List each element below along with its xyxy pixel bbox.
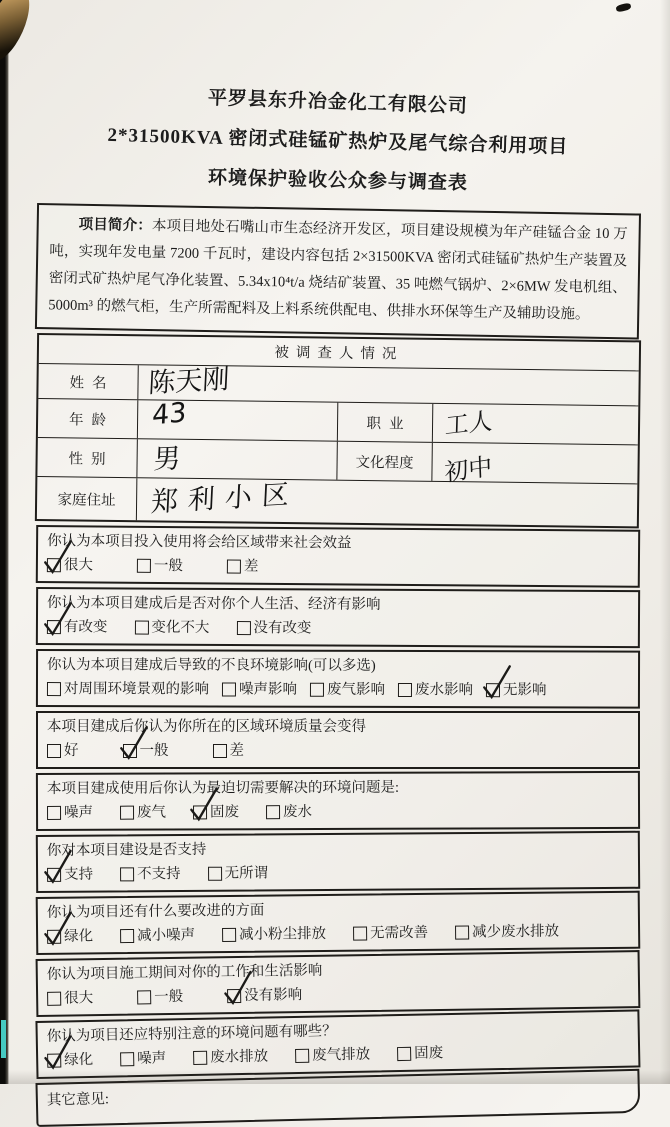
question-options [47, 678, 629, 702]
option-减少废水排放 [455, 921, 559, 944]
question-block-8 [36, 950, 641, 1017]
option-label: 一般 [139, 743, 169, 759]
checkbox-icon [455, 925, 469, 939]
form-title: 环境保护验收公众参与调查表 [207, 167, 469, 195]
project-intro-text: 项目简介：本项目地处石嘴山市生态经济开发区，项目建设规模为年产硅锰合金 10 万吨，实现年发电量 7200 千瓦时，建设内容包括 2×31500KVA 密闭式硅锰矿热炉生产装置及密闭式矿热炉尾气净化装置、5.34x10⁴t/a 烧结矿装置、35 吨燃气锅炉、2×6MW 发电机组、5000m³ 的燃气柜，生产所需配料及上料系统供配电、供排水环保等生产及辅助设施。 [48, 216, 628, 323]
option-减小噪声 [120, 924, 195, 947]
checkbox-icon [227, 560, 241, 574]
question-text: 你认为项目还有什么要改进的方面 [46, 902, 265, 921]
option-label: 废水排放 [210, 1048, 269, 1066]
checkbox-icon [193, 1051, 207, 1065]
question-block-7 [36, 891, 641, 955]
checkbox-icon [222, 928, 236, 942]
address-handwriting: 郑利小区 [150, 478, 300, 519]
question-text: 你认为本项目投入使用将会给区域带来社会效益 [47, 533, 352, 552]
scan-shadow-bottom [0, 1070, 670, 1084]
option-绿化 [47, 925, 93, 947]
option-无需改善 [353, 922, 428, 945]
company-title: 平罗县东升冶金化工有限公司 [207, 87, 469, 118]
checkbox-icon [134, 621, 148, 635]
checkbox-checked-icon [47, 558, 61, 572]
check-mark-icon [188, 786, 220, 822]
option-label: 废气排放 [312, 1046, 371, 1064]
question-block-9 [35, 1009, 640, 1079]
question-block-5 [36, 771, 640, 831]
option-一般 [137, 555, 183, 577]
checkbox-icon [137, 990, 151, 1004]
question-block-3 [36, 649, 640, 709]
checkbox-checked-icon [193, 805, 207, 819]
checkbox-icon [120, 867, 134, 881]
option-很大 [47, 554, 93, 576]
checkbox-icon [120, 806, 134, 820]
checkbox-icon [47, 682, 61, 696]
option-label: 变化不大 [151, 619, 210, 636]
checkbox-icon [208, 867, 222, 881]
scan-artifact-cyan [1, 1020, 6, 1058]
option-废水排放 [193, 1046, 268, 1069]
option-好 [47, 740, 79, 762]
checkbox-icon [137, 559, 151, 573]
option-label: 废气影响 [326, 681, 385, 698]
option-label: 绿化 [64, 1051, 94, 1069]
option-label: 好 [64, 743, 79, 759]
option-label: 噪声 [64, 804, 94, 821]
age-field [138, 397, 338, 440]
question-text: 你认为项目还应特别注意的环境问题有哪些？ [46, 1023, 337, 1045]
option-一般 [123, 740, 169, 762]
option-噪声 [120, 1048, 166, 1071]
checkbox-icon [120, 929, 134, 943]
option-不支持 [120, 863, 181, 885]
option-label: 减少废水排放 [472, 923, 560, 941]
occupation-label: 职业 [338, 403, 433, 442]
checkbox-icon [398, 683, 412, 697]
checkbox-icon [353, 927, 367, 941]
option-绿化 [47, 1049, 93, 1072]
option-label: 固废 [210, 804, 240, 821]
option-没有改变 [236, 617, 311, 639]
checkbox-icon [47, 806, 61, 820]
checkbox-icon [213, 744, 227, 758]
gender-field [137, 439, 337, 479]
checkbox-checked-icon [486, 683, 500, 697]
option-label: 废气 [137, 804, 167, 821]
option-label: 减小噪声 [137, 927, 196, 944]
check-mark-icon [118, 725, 150, 761]
checkbox-checked-icon [47, 620, 61, 634]
check-mark-icon [42, 849, 74, 885]
option-固废 [193, 801, 239, 823]
option-废气影响 [310, 679, 385, 701]
check-mark-icon [222, 970, 255, 1006]
check-mark-icon [481, 664, 513, 700]
checkbox-icon [295, 1049, 309, 1063]
option-无影响 [486, 679, 547, 701]
question-text: 你认为项目施工期间对你的工作和生活影响 [46, 962, 323, 983]
question-options [47, 920, 629, 948]
check-mark-icon [42, 539, 74, 575]
option-label: 无所谓 [224, 865, 269, 882]
address-label: 家庭住址 [37, 477, 138, 520]
question-options [47, 616, 629, 641]
address-field [137, 478, 637, 526]
checkbox-icon [222, 682, 236, 696]
occupation-handwriting: 工人 [444, 406, 494, 441]
education-field [432, 443, 637, 488]
checkbox-icon [47, 744, 61, 758]
project-intro-box [35, 203, 641, 340]
option-变化不大 [134, 617, 209, 639]
option-label: 一般 [154, 988, 184, 1006]
checkbox-checked-icon [227, 989, 241, 1003]
check-mark-icon [42, 1034, 75, 1071]
option-固废 [397, 1042, 443, 1065]
gender-handwriting: 男 [152, 443, 182, 476]
option-label: 对周围环境景观的影响 [63, 681, 209, 698]
option-label: 无影响 [502, 682, 547, 699]
option-label: 没有改变 [253, 620, 312, 637]
option-支持 [47, 864, 93, 886]
question-text: 你认为本项目建成后是否对你个人生活、经济有影响 [47, 595, 381, 613]
option-label: 无需改善 [370, 924, 429, 942]
option-label: 支持 [64, 866, 94, 883]
option-废水影响 [398, 679, 473, 701]
question-block-6 [36, 831, 640, 893]
option-废气排放 [295, 1044, 370, 1067]
checkbox-checked-icon [123, 744, 137, 758]
option-噪声 [47, 802, 93, 824]
option-label: 噪声影响 [238, 681, 297, 698]
check-mark-icon [42, 911, 74, 947]
age-label: 年龄 [38, 399, 138, 438]
option-废气 [120, 802, 166, 824]
option-很大 [47, 987, 93, 1010]
option-label: 差 [243, 558, 259, 575]
check-mark-icon [42, 601, 74, 637]
checkbox-checked-icon [47, 1054, 61, 1068]
name-label: 姓名 [38, 364, 138, 399]
checkbox-icon [266, 805, 280, 819]
option-没有影响 [227, 984, 302, 1007]
checkbox-icon [236, 621, 250, 635]
option-废水 [266, 801, 312, 823]
scan-speck-top-right [615, 2, 631, 12]
project-title: 2*31500KVA 密闭式硅锰矿热炉及尾气综合利用项目 [107, 124, 569, 158]
option-label: 固废 [413, 1045, 444, 1062]
occupation-field [433, 404, 638, 445]
other-opinions-label: 其它意见: [46, 1091, 110, 1109]
respondent-section-title: 被调查人情况 [39, 335, 639, 371]
option-减小粉尘排放 [222, 923, 326, 946]
option-一般 [137, 986, 183, 1009]
option-label: 不支持 [137, 865, 181, 883]
question-options [47, 860, 629, 886]
checkbox-icon [310, 683, 324, 697]
education-handwriting: 初中 [444, 452, 493, 488]
question-options [47, 800, 629, 824]
option-有改变 [47, 616, 108, 638]
question-text: 本项目建成后你认为你所在的区域环境质量会变得 [47, 719, 366, 735]
option-label: 很大 [63, 557, 93, 574]
question-block-1 [36, 525, 640, 588]
option-label: 很大 [64, 990, 94, 1007]
project-intro-label: 项目简介： [78, 216, 153, 235]
education-label: 文化程度 [337, 442, 432, 481]
checkbox-icon [120, 1052, 134, 1066]
question-text: 你认为本项目建成后导致的不良环境影响(可以多选) [47, 657, 376, 674]
option-label: 减小粉尘排放 [239, 925, 327, 943]
option-差 [227, 556, 259, 578]
option-对周围环境景观的影响 [47, 678, 209, 700]
name-handwriting: 陈天刚 [147, 363, 231, 400]
question-options [47, 740, 629, 762]
option-label: 噪声 [137, 1050, 167, 1068]
question-text: 你对本项目建设是否支持 [46, 841, 207, 859]
table-row [37, 477, 637, 526]
gender-label: 性别 [37, 438, 137, 477]
option-label: 一般 [153, 557, 183, 575]
form-page [36, 80, 640, 1127]
option-label: 差 [229, 743, 244, 759]
question-block-4 [36, 711, 640, 769]
option-label: 绿化 [64, 928, 94, 945]
option-label: 有改变 [63, 619, 108, 636]
question-options [47, 554, 629, 581]
name-field [138, 365, 638, 405]
option-噪声影响 [222, 678, 297, 700]
question-text: 本项目建成使用后你认为最迫切需要解决的环境问题是: [46, 779, 400, 797]
option-无所谓 [207, 862, 268, 884]
question-block-2 [36, 587, 640, 648]
checkbox-icon [397, 1047, 411, 1061]
age-handwriting: 43 [151, 397, 188, 432]
scan-shadow-right [660, 0, 670, 1084]
option-差 [213, 740, 245, 762]
checkbox-checked-icon [47, 868, 61, 882]
option-label: 废水影响 [414, 681, 473, 699]
respondent-table [35, 333, 641, 528]
checkbox-checked-icon [47, 930, 61, 944]
option-label: 废水 [283, 804, 313, 821]
option-label: 没有影响 [244, 987, 303, 1004]
scan-edge-left [0, 0, 9, 1084]
checkbox-icon [47, 992, 61, 1006]
